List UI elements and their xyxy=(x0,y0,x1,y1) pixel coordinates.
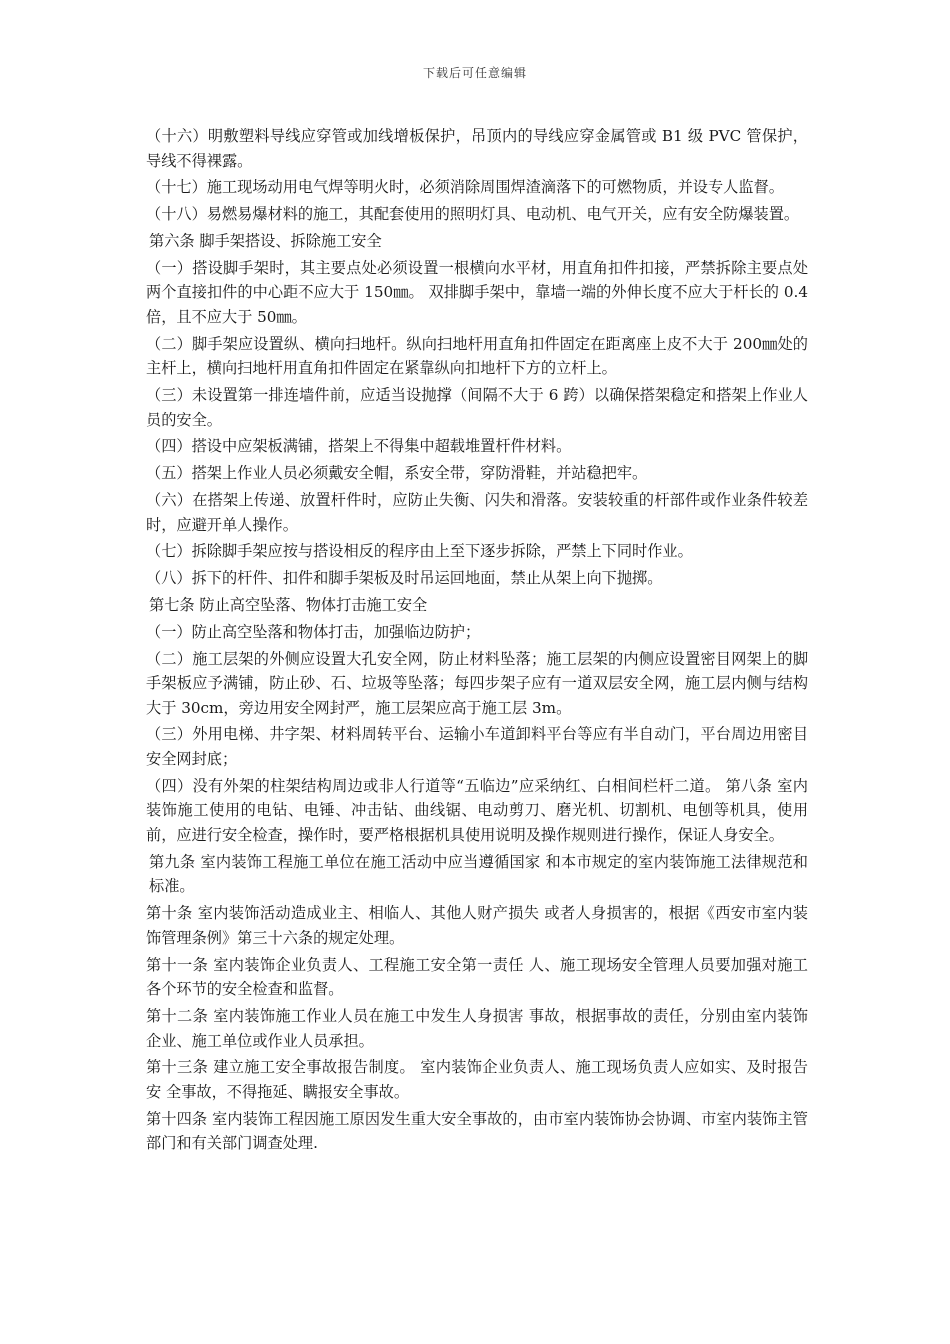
article-7-item-2: （二）施工层架的外侧应设置大孔安全网，防止材料坠落；施工层架的内侧应设置密目网架上的脚手架板应予满铺，防止砂、石、垃圾等坠落；每四步架子应有一道双层安全网，施工层内侧与结构大于 30cm，旁边用安全网封严，施工层架应高于施工层 3m。 xyxy=(146,649,808,717)
article-6-item-7: （七）拆除脚手架应按与搭设相反的程序由上至下逐步拆除，严禁上下同时作业。 xyxy=(146,542,693,561)
article-13: 第十三条 建立施工安全事故报告制度。 室内装饰企业负责人、施工现场负责人应如实、及时报告安 全事故，不得拖延、瞒报安全事故。 xyxy=(146,1058,808,1101)
article-6-item-2: （二）脚手架应设置纵、横向扫地杆。纵向扫地杆用直角扣件固定在距离座上皮不大于 200㎜处的主杆上，横向扫地杆用直角扣件固定在紧靠纵向扣地杆下方的立杆上。 xyxy=(146,334,808,378)
article-6-item-3: （三）未设置第一排连墙件前，应适当设抛撑（间隔不大于 6 跨）以确保搭架稳定和搭架上作业人员的安全。 xyxy=(146,386,808,429)
article-9: 第九条 室内装饰工程施工单位在施工活动中应当遵循国家 和本市规定的室内装饰施工法律规范和标准。 xyxy=(149,852,808,896)
paragraph-17: （十七）施工现场动用电气焊等明火时，必须消除周围焊渣滴落下的可燃物质，并设专人监督。 xyxy=(146,178,784,197)
article-6-item-8: （八）拆下的杆件、扣件和脚手架板及时吊运回地面，禁止从架上向下抛掷。 xyxy=(146,569,663,588)
paragraph-16: （十六）明敷塑料导线应穿管或加线增板保护，吊顶内的导线应穿金属管或 B1 级 PVC 管保护，导线不得裸露。 xyxy=(146,127,808,170)
article-6-heading: 第六条 脚手架搭设、拆除施工安全 xyxy=(149,231,382,250)
article-6-item-4: （四）搭设中应架板满铺，搭架上不得集中超载堆置杆件材料。 xyxy=(146,437,572,456)
article-7-heading: 第七条 防止高空坠落、物体打击施工安全 xyxy=(149,595,428,614)
paragraph-18: （十八）易燃易爆材料的施工，其配套使用的照明灯具、电动机、电气开关，应有安全防爆装置。 xyxy=(146,205,800,224)
article-7-item-3: （三）外用电梯、井字架、材料周转平台、运输小车道卸料平台等应有半自动门，平台周边用密目安全网封底； xyxy=(146,725,808,769)
page-header: 下载后可任意编辑 xyxy=(422,66,527,80)
document-body xyxy=(146,124,808,1158)
article-14: 第十四条 室内装饰工程因施工原因发生重大安全事故的，由市室内装饰协会协调、市室内装饰主管部门和有关部门调查处理. xyxy=(146,1109,808,1153)
article-6-item-1: （一）搭设脚手架时，其主要点处必须设置一根横向水平材，用直角扣件扣接，严禁拆除主要点处两个直接扣件的中心距不应大于 150㎜。 双排脚手架中，靠墙一端的外伸长度不应大于杆长的 0.4 倍，且不应大于 50㎜。 xyxy=(146,258,808,326)
article-6-item-5: （五）搭架上作业人员必须戴安全帽，系安全带，穿防滑鞋，并站稳把牢。 xyxy=(146,464,648,483)
article-7-item-1: （一）防止高空坠落和物体打击，加强临边防护； xyxy=(146,622,481,641)
article-6-item-6: （六）在搭架上传递、放置杆件时，应防止失衡、闪失和滑落。安装较重的杆部件或作业条件较差时，应避开单人操作。 xyxy=(146,491,808,534)
article-12: 第十二条 室内装饰施工作业人员在施工中发生人身损害 事故，根据事故的责任，分别由室内装饰企业、施工单位或作业人员承担。 xyxy=(146,1006,808,1050)
article-10: 第十条 室内装饰活动造成业主、相临人、其他人财产损失 或者人身损害的，根据《西安市室内装饰管理条例》第三十六条的规定处理。 xyxy=(146,904,808,947)
article-11: 第十一条 室内装饰企业负责人、工程施工安全第一责任 人、施工现场安全管理人员要加强对施工各个环节的安全检查和监督。 xyxy=(146,955,808,999)
article-7-item-4-and-article-8: （四）没有外架的柱架结构周边或非人行道等“五临边”应采纳红、白相间栏杆二道。 第八条 室内装饰施工使用的电钻、电锤、冲击钻、曲线锯、电动剪刀、磨光机、切割机、电刨等机具，使用前，应进行安全检查，操作时，要严格根据机具使用说明及操作规则进行操作，保证人身安全。 xyxy=(146,776,808,845)
